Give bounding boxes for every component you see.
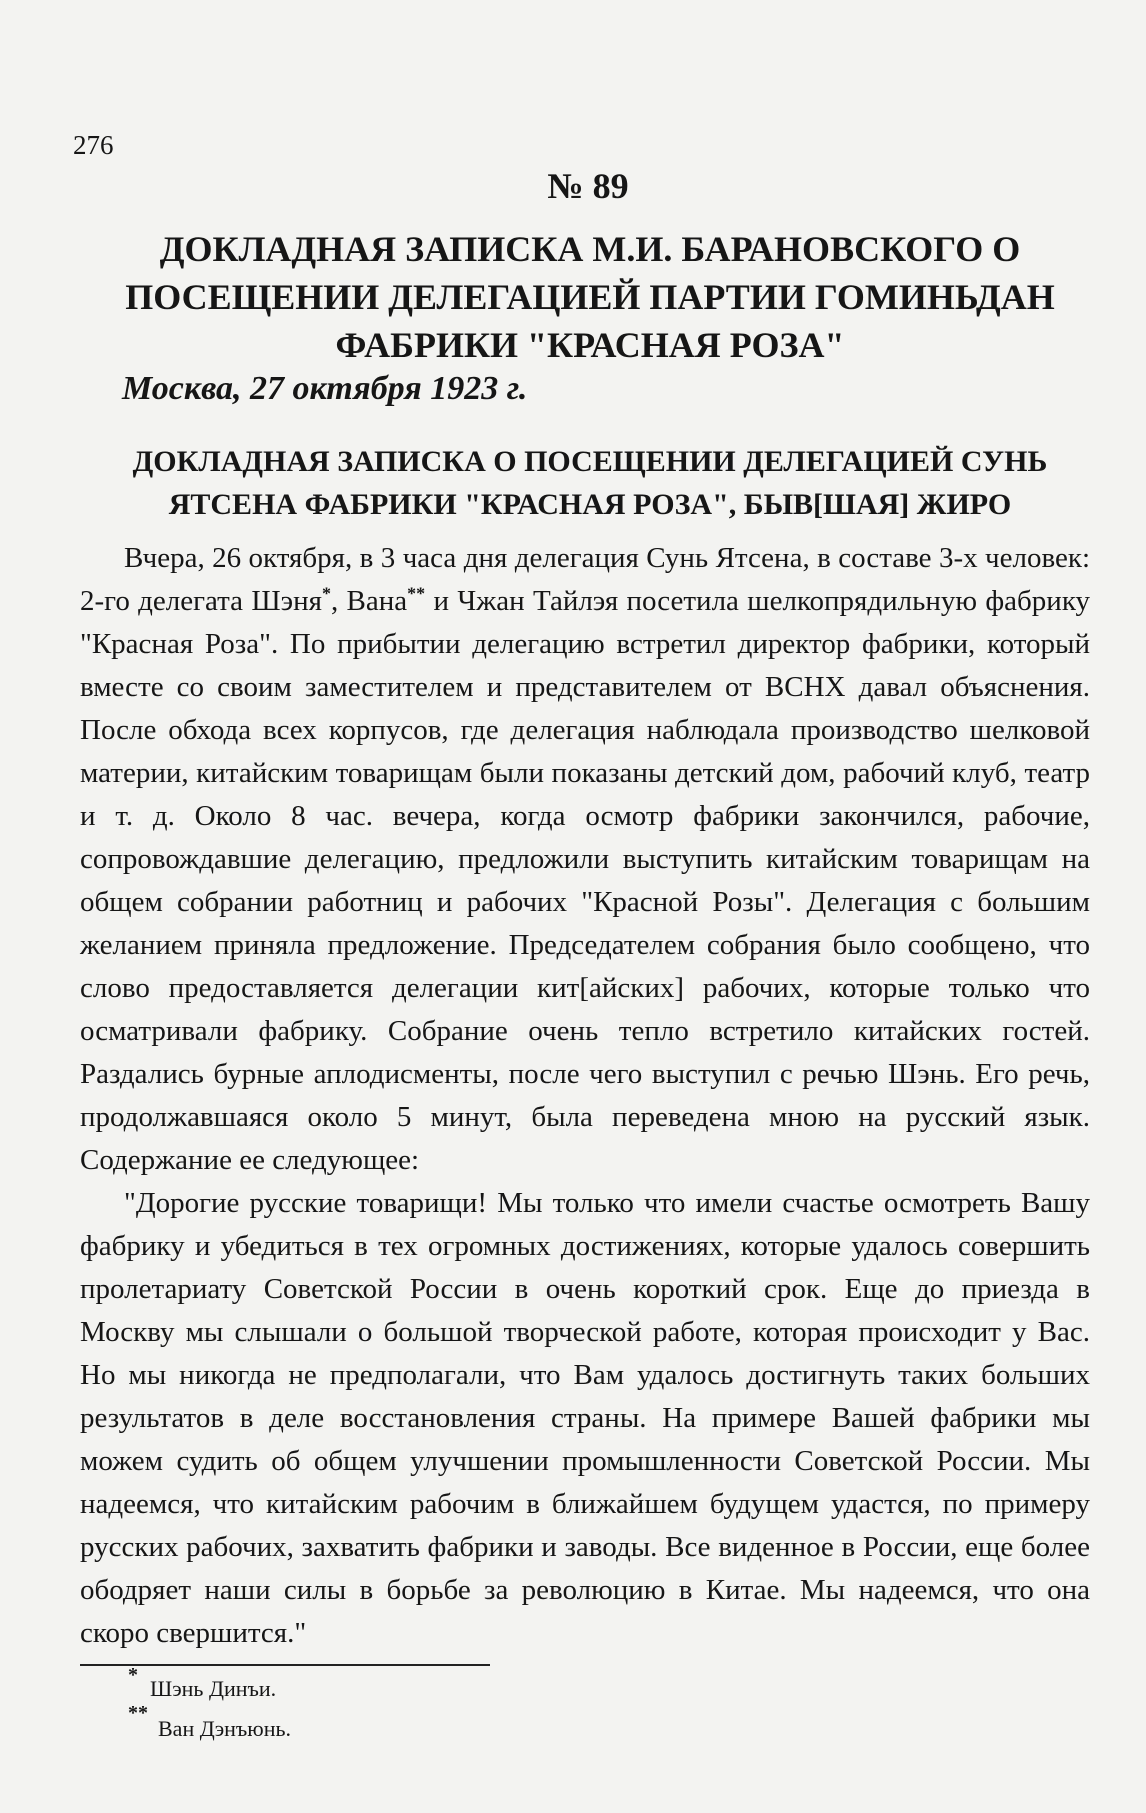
footnote-mark: ** <box>128 1702 148 1724</box>
document-date: Москва, 27 октября 1923 г. <box>122 370 528 407</box>
document-title: ДОКЛАДНАЯ ЗАПИСКА М.И. БАРАНОВСКОГО О ПОСЕЩЕНИИ ДЕЛЕГАЦИЕЙ ПАРТИИ ГОМИНЬДАН ФАБРИКИ "КРАСНАЯ РОЗА" <box>125 229 1055 365</box>
paragraph-text: , Вана <box>330 585 408 617</box>
footnote-mark: * <box>128 1664 138 1686</box>
document-body <box>80 537 1090 1655</box>
page-number: 276 <box>73 130 114 160</box>
body-paragraph-2: "Дорогие русские товарищи! Мы только что имели счастье осмотреть Вашу фабрику и убедиться в тех огромных достижениях, которые удалось совершить пролетариату Советской России в очень короткий срок. Еще до приезда в Москву мы слышали о большой творческой работе, которая происходит у Вас. Но мы никогда не предполагали, что Вам удалось достигнуть таких больших результатов в деле восстановления страны. На примере Вашей фабрики мы можем судить об общем улучшении промышленности Советской России. Мы надеемся, что китайским рабочим в ближайшем будущем удастся, по примеру русских рабочих, захватить фабрики и заводы. Все виденное в России, еще более ободряет наши силы в борьбе за революцию в Китае. Мы надеемся, что она скоро свершится." <box>80 1187 1090 1649</box>
footnote-text: Шэнь Динъи. <box>150 1676 277 1701</box>
footnote-text: Ван Дэнъюнь. <box>158 1716 292 1741</box>
document-number: № 89 <box>547 166 629 206</box>
footnote-ref-2: ** <box>407 583 426 604</box>
footnote-2 <box>128 1702 292 1742</box>
paragraph-text: Вчера, 26 октября, в 3 часа дня делегация Сунь Ятсена, в составе 3-х человек: 2-го делегата Шэня <box>80 542 1090 617</box>
paragraph-text: и Чжан Тайлэя посетила шелкопрядильную фабрику "Красная Роза". По прибытии делегацию встретил директор фабрики, который вместе со своим заместителем и представителем от ВСНХ давал объяснения. После обхода всех корпусов, где делегация наблюдала производство шелковой материи, китайским товарищам были показаны детский дом, рабочий клуб, театр и т. д. Около 8 час. вечера, когда осмотр фабрики закончился, рабочие, сопровождавшие делегацию, предложили выступить китайским товарищам на общем собрании работниц и рабочих "Красной Розы". Делегация с большим желанием приняла предложение. Председателем собрания было сообщено, что слово предоставляется делегации кит[айских] рабочих, которые только что осматривали фабрику. Собрание очень тепло встретило китайских гостей. Раздались бурные аплодисменты, после чего выступил с речью Шэнь. Его речь, продолжавшаяся около 5 минут, была переведена мною на русский язык. Содержание ее следующее: <box>80 585 1091 1176</box>
footnote-divider <box>80 1664 490 1666</box>
body-paragraph-1 <box>80 537 1090 1182</box>
footnote-1 <box>128 1664 277 1702</box>
footnote-ref-1: * <box>321 583 331 604</box>
document-subtitle: ДОКЛАДНАЯ ЗАПИСКА О ПОСЕЩЕНИИ ДЕЛЕГАЦИЕЙ СУНЬ ЯТСЕНА ФАБРИКИ "КРАСНАЯ РОЗА", БЫВ[ШАЯ] ЖИРО <box>132 445 1048 521</box>
